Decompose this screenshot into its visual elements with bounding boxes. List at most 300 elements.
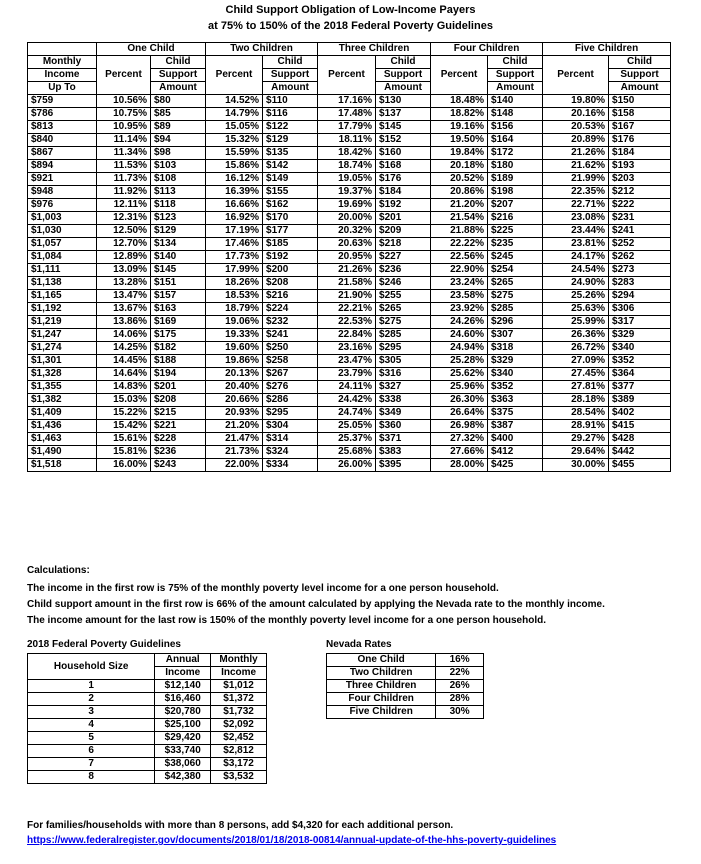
rate-value-cell: 22% bbox=[436, 667, 484, 680]
percent-cell: 23.08% bbox=[543, 212, 609, 225]
percent-cell: 10.95% bbox=[97, 121, 151, 134]
percent-cell: 27.81% bbox=[543, 381, 609, 394]
percent-cell: 12.50% bbox=[97, 225, 151, 238]
amount-header: Amount bbox=[151, 82, 206, 95]
income-cell: $759 bbox=[28, 95, 97, 108]
percent-cell: 19.84% bbox=[431, 147, 488, 160]
table-row bbox=[28, 745, 267, 758]
rate-value-cell: 16% bbox=[436, 654, 484, 667]
amount-cell: $218 bbox=[376, 238, 431, 251]
amount-cell: $185 bbox=[263, 238, 318, 251]
poverty-guidelines-table bbox=[27, 653, 267, 784]
amount-cell: $267 bbox=[263, 368, 318, 381]
table-row bbox=[28, 95, 671, 108]
annual-income-cell: $29,420 bbox=[155, 732, 211, 745]
poverty-heading: 2018 Federal Poverty Guidelines bbox=[27, 639, 181, 650]
amount-header: Child bbox=[488, 56, 543, 69]
percent-cell: 11.14% bbox=[97, 134, 151, 147]
percent-cell: 16.12% bbox=[206, 173, 263, 186]
percent-cell: 20.52% bbox=[431, 173, 488, 186]
household-size-cell: 7 bbox=[28, 758, 155, 771]
rate-value-cell: 30% bbox=[436, 706, 484, 719]
calculation-line-3: The income amount for the last row is 150% of the monthly poverty level income for a one person household. bbox=[27, 615, 546, 626]
amount-cell: $227 bbox=[376, 251, 431, 264]
monthly-income-cell: $2,812 bbox=[211, 745, 267, 758]
amount-cell: $243 bbox=[151, 459, 206, 472]
percent-cell: 24.94% bbox=[431, 342, 488, 355]
nevada-rates-table bbox=[326, 653, 484, 719]
annual-income-cell: $33,740 bbox=[155, 745, 211, 758]
amount-cell: $294 bbox=[609, 290, 671, 303]
table-row bbox=[28, 381, 671, 394]
table-row bbox=[28, 355, 671, 368]
income-cell: $1,003 bbox=[28, 212, 97, 225]
amount-cell: $140 bbox=[488, 95, 543, 108]
percent-cell: 10.56% bbox=[97, 95, 151, 108]
percent-cell: 10.75% bbox=[97, 108, 151, 121]
amount-cell: $157 bbox=[151, 290, 206, 303]
amount-cell: $275 bbox=[488, 290, 543, 303]
amount-cell: $198 bbox=[488, 186, 543, 199]
amount-cell: $252 bbox=[609, 238, 671, 251]
amount-cell: $156 bbox=[488, 121, 543, 134]
table-row bbox=[28, 147, 671, 160]
annual-income-cell: $12,140 bbox=[155, 680, 211, 693]
percent-cell: 25.96% bbox=[431, 381, 488, 394]
annual-income-cell: $42,380 bbox=[155, 771, 211, 784]
amount-cell: $208 bbox=[151, 394, 206, 407]
amount-cell: $314 bbox=[263, 433, 318, 446]
percent-cell: 25.28% bbox=[431, 355, 488, 368]
percent-cell: 11.53% bbox=[97, 160, 151, 173]
table-row bbox=[28, 199, 671, 212]
percent-cell: 24.60% bbox=[431, 329, 488, 342]
amount-cell: $201 bbox=[151, 381, 206, 394]
table-row bbox=[28, 407, 671, 420]
amount-cell: $395 bbox=[376, 459, 431, 472]
amount-cell: $129 bbox=[151, 225, 206, 238]
amount-cell: $118 bbox=[151, 199, 206, 212]
percent-cell: 26.72% bbox=[543, 342, 609, 355]
percent-cell: 12.11% bbox=[97, 199, 151, 212]
amount-cell: $208 bbox=[263, 277, 318, 290]
percent-cell: 19.33% bbox=[206, 329, 263, 342]
calculation-line-2: Child support amount in the first row is 66% of the amount calculated by applying the Nevada rate to the monthly income. bbox=[27, 599, 605, 610]
amount-cell: $340 bbox=[609, 342, 671, 355]
percent-cell: 11.92% bbox=[97, 186, 151, 199]
income-cell: $840 bbox=[28, 134, 97, 147]
amount-cell: $305 bbox=[376, 355, 431, 368]
amount-header: Child bbox=[376, 56, 431, 69]
income-cell: $1,490 bbox=[28, 446, 97, 459]
amount-cell: $140 bbox=[151, 251, 206, 264]
amount-cell: $258 bbox=[263, 355, 318, 368]
percent-cell: 28.00% bbox=[431, 459, 488, 472]
percent-cell: 19.16% bbox=[431, 121, 488, 134]
rate-label-cell: Two Children bbox=[327, 667, 436, 680]
monthly-header-2: Income bbox=[211, 667, 267, 680]
table-row bbox=[28, 277, 671, 290]
amount-cell: $363 bbox=[488, 394, 543, 407]
amount-cell: $163 bbox=[151, 303, 206, 316]
amount-cell: $364 bbox=[609, 368, 671, 381]
amount-cell: $123 bbox=[151, 212, 206, 225]
amount-cell: $412 bbox=[488, 446, 543, 459]
percent-cell: 13.47% bbox=[97, 290, 151, 303]
percent-cell: 27.09% bbox=[543, 355, 609, 368]
table-row bbox=[28, 459, 671, 472]
group-header: Five Children bbox=[543, 43, 671, 56]
annual-income-cell: $38,060 bbox=[155, 758, 211, 771]
amount-cell: $375 bbox=[488, 407, 543, 420]
percent-cell: 17.48% bbox=[318, 108, 376, 121]
percent-cell: 13.86% bbox=[97, 316, 151, 329]
percent-cell: 27.45% bbox=[543, 368, 609, 381]
monthly-header-1: Monthly bbox=[211, 654, 267, 667]
percent-cell: 15.03% bbox=[97, 394, 151, 407]
amount-cell: $158 bbox=[609, 108, 671, 121]
household-size-cell: 3 bbox=[28, 706, 155, 719]
source-link[interactable]: https://www.federalregister.gov/documents/2018/01/18/2018-00814/annual-update-of-the-hhs-poverty-guidelines bbox=[27, 835, 557, 846]
amount-cell: $265 bbox=[488, 277, 543, 290]
amount-header: Amount bbox=[376, 82, 431, 95]
household-size-cell: 6 bbox=[28, 745, 155, 758]
amount-cell: $389 bbox=[609, 394, 671, 407]
household-size-cell: 2 bbox=[28, 693, 155, 706]
percent-cell: 18.74% bbox=[318, 160, 376, 173]
amount-cell: $245 bbox=[488, 251, 543, 264]
amount-cell: $215 bbox=[151, 407, 206, 420]
percent-cell: 16.92% bbox=[206, 212, 263, 225]
table-row bbox=[327, 667, 484, 680]
percent-cell: 25.99% bbox=[543, 316, 609, 329]
table-row bbox=[28, 290, 671, 303]
amount-cell: $262 bbox=[609, 251, 671, 264]
household-size-header: Household Size bbox=[28, 654, 155, 680]
table-row bbox=[327, 680, 484, 693]
amount-cell: $225 bbox=[488, 225, 543, 238]
amount-cell: $285 bbox=[376, 329, 431, 342]
income-cell: $1,436 bbox=[28, 420, 97, 433]
amount-header: Amount bbox=[609, 82, 671, 95]
amount-cell: $193 bbox=[609, 160, 671, 173]
income-cell: $1,057 bbox=[28, 238, 97, 251]
household-size-cell: 4 bbox=[28, 719, 155, 732]
amount-cell: $425 bbox=[488, 459, 543, 472]
annual-income-cell: $25,100 bbox=[155, 719, 211, 732]
percent-cell: 29.64% bbox=[543, 446, 609, 459]
percent-cell: 14.64% bbox=[97, 368, 151, 381]
percent-cell: 17.79% bbox=[318, 121, 376, 134]
amount-cell: $232 bbox=[263, 316, 318, 329]
amount-cell: $192 bbox=[263, 251, 318, 264]
income-cell: $1,328 bbox=[28, 368, 97, 381]
percent-cell: 18.26% bbox=[206, 277, 263, 290]
amount-header: Child bbox=[263, 56, 318, 69]
amount-cell: $402 bbox=[609, 407, 671, 420]
percent-cell: 20.13% bbox=[206, 368, 263, 381]
table-row bbox=[28, 238, 671, 251]
table-row bbox=[28, 680, 267, 693]
monthly-income-cell: $2,092 bbox=[211, 719, 267, 732]
table-row bbox=[28, 173, 671, 186]
amount-cell: $200 bbox=[263, 264, 318, 277]
percent-cell: 24.74% bbox=[318, 407, 376, 420]
amount-cell: $108 bbox=[151, 173, 206, 186]
income-cell: $1,463 bbox=[28, 433, 97, 446]
percent-cell: 18.42% bbox=[318, 147, 376, 160]
amount-cell: $383 bbox=[376, 446, 431, 459]
percent-cell: 25.37% bbox=[318, 433, 376, 446]
percent-cell: 14.52% bbox=[206, 95, 263, 108]
percent-cell: 20.53% bbox=[543, 121, 609, 134]
amount-cell: $275 bbox=[376, 316, 431, 329]
amount-cell: $400 bbox=[488, 433, 543, 446]
amount-cell: $176 bbox=[376, 173, 431, 186]
monthly-income-cell: $3,532 bbox=[211, 771, 267, 784]
amount-cell: $184 bbox=[609, 147, 671, 160]
percent-cell: 22.56% bbox=[431, 251, 488, 264]
table-row bbox=[28, 329, 671, 342]
percent-cell: 18.79% bbox=[206, 303, 263, 316]
percent-cell: 21.20% bbox=[431, 199, 488, 212]
table-row bbox=[327, 706, 484, 719]
percent-cell: 22.35% bbox=[543, 186, 609, 199]
amount-cell: $241 bbox=[609, 225, 671, 238]
percent-cell: 23.24% bbox=[431, 277, 488, 290]
table-row bbox=[28, 771, 267, 784]
amount-cell: $334 bbox=[263, 459, 318, 472]
amount-cell: $116 bbox=[263, 108, 318, 121]
percent-cell: 19.60% bbox=[206, 342, 263, 355]
amount-cell: $207 bbox=[488, 199, 543, 212]
percent-cell: 21.58% bbox=[318, 277, 376, 290]
monthly-income-cell: $1,372 bbox=[211, 693, 267, 706]
income-cell: $921 bbox=[28, 173, 97, 186]
income-cell: $1,192 bbox=[28, 303, 97, 316]
percent-cell: 20.89% bbox=[543, 134, 609, 147]
household-size-cell: 5 bbox=[28, 732, 155, 745]
percent-cell: 22.90% bbox=[431, 264, 488, 277]
amount-cell: $89 bbox=[151, 121, 206, 134]
amount-cell: $212 bbox=[609, 186, 671, 199]
amount-cell: $352 bbox=[488, 381, 543, 394]
income-cell: $1,219 bbox=[28, 316, 97, 329]
amount-cell: $134 bbox=[151, 238, 206, 251]
amount-header: Support bbox=[609, 69, 671, 82]
income-cell: $894 bbox=[28, 160, 97, 173]
corner-cell bbox=[28, 43, 97, 56]
table-row bbox=[28, 186, 671, 199]
amount-cell: $172 bbox=[488, 147, 543, 160]
percent-cell: 22.71% bbox=[543, 199, 609, 212]
percent-cell: 17.16% bbox=[318, 95, 376, 108]
percent-cell: 14.83% bbox=[97, 381, 151, 394]
amount-cell: $182 bbox=[151, 342, 206, 355]
amount-cell: $98 bbox=[151, 147, 206, 160]
table-row bbox=[28, 706, 267, 719]
amount-cell: $94 bbox=[151, 134, 206, 147]
percent-cell: 16.00% bbox=[97, 459, 151, 472]
amount-header: Support bbox=[151, 69, 206, 82]
amount-cell: $329 bbox=[488, 355, 543, 368]
amount-cell: $296 bbox=[488, 316, 543, 329]
percent-cell: 22.84% bbox=[318, 329, 376, 342]
amount-cell: $329 bbox=[609, 329, 671, 342]
percent-cell: 15.61% bbox=[97, 433, 151, 446]
income-cell: $1,030 bbox=[28, 225, 97, 238]
percent-cell: 21.26% bbox=[543, 147, 609, 160]
amount-cell: $189 bbox=[488, 173, 543, 186]
amount-cell: $428 bbox=[609, 433, 671, 446]
amount-cell: $442 bbox=[609, 446, 671, 459]
percent-cell: 15.42% bbox=[97, 420, 151, 433]
amount-cell: $85 bbox=[151, 108, 206, 121]
table-row bbox=[28, 316, 671, 329]
table-row bbox=[28, 394, 671, 407]
annual-header-2: Income bbox=[155, 667, 211, 680]
amount-cell: $149 bbox=[263, 173, 318, 186]
amount-cell: $177 bbox=[263, 225, 318, 238]
amount-cell: $216 bbox=[488, 212, 543, 225]
percent-cell: 25.62% bbox=[431, 368, 488, 381]
amount-header: Support bbox=[263, 69, 318, 82]
table-row bbox=[28, 121, 671, 134]
income-cell: $1,165 bbox=[28, 290, 97, 303]
table-row bbox=[28, 108, 671, 121]
amount-cell: $316 bbox=[376, 368, 431, 381]
percent-cell: 20.16% bbox=[543, 108, 609, 121]
percent-cell: 20.32% bbox=[318, 225, 376, 238]
percent-cell: 18.48% bbox=[431, 95, 488, 108]
amount-cell: $142 bbox=[263, 160, 318, 173]
rate-label-cell: One Child bbox=[327, 654, 436, 667]
percent-cell: 13.67% bbox=[97, 303, 151, 316]
percent-cell: 19.37% bbox=[318, 186, 376, 199]
amount-cell: $254 bbox=[488, 264, 543, 277]
percent-cell: 23.79% bbox=[318, 368, 376, 381]
income-cell: $1,111 bbox=[28, 264, 97, 277]
table-row bbox=[28, 433, 671, 446]
percent-cell: 14.06% bbox=[97, 329, 151, 342]
group-header: One Child bbox=[97, 43, 206, 56]
amount-cell: $209 bbox=[376, 225, 431, 238]
amount-cell: $203 bbox=[609, 173, 671, 186]
amount-header: Amount bbox=[488, 82, 543, 95]
amount-cell: $169 bbox=[151, 316, 206, 329]
income-cell: $1,355 bbox=[28, 381, 97, 394]
amount-cell: $162 bbox=[263, 199, 318, 212]
percent-cell: 21.62% bbox=[543, 160, 609, 173]
amount-cell: $110 bbox=[263, 95, 318, 108]
percent-cell: 23.58% bbox=[431, 290, 488, 303]
income-cell: $1,138 bbox=[28, 277, 97, 290]
percent-cell: 17.46% bbox=[206, 238, 263, 251]
percent-cell: 16.39% bbox=[206, 186, 263, 199]
nevada-heading: Nevada Rates bbox=[326, 639, 392, 650]
income-cell: $1,409 bbox=[28, 407, 97, 420]
percent-cell: 13.09% bbox=[97, 264, 151, 277]
amount-header: Child bbox=[609, 56, 671, 69]
percent-cell: 21.88% bbox=[431, 225, 488, 238]
group-header: Three Children bbox=[318, 43, 431, 56]
rate-label-cell: Four Children bbox=[327, 693, 436, 706]
percent-cell: 17.19% bbox=[206, 225, 263, 238]
calculations-heading: Calculations: bbox=[27, 565, 90, 576]
income-header: Income bbox=[28, 69, 97, 82]
percent-cell: 15.22% bbox=[97, 407, 151, 420]
percent-header: Percent bbox=[318, 56, 376, 95]
table-row bbox=[28, 693, 267, 706]
income-header: Monthly bbox=[28, 56, 97, 69]
amount-cell: $164 bbox=[488, 134, 543, 147]
percent-cell: 21.54% bbox=[431, 212, 488, 225]
percent-cell: 25.26% bbox=[543, 290, 609, 303]
income-header: Up To bbox=[28, 82, 97, 95]
footer-note: For families/households with more than 8 persons, add $4,320 for each additional person. bbox=[27, 820, 454, 831]
annual-income-cell: $16,460 bbox=[155, 693, 211, 706]
amount-cell: $265 bbox=[376, 303, 431, 316]
group-header: Four Children bbox=[431, 43, 543, 56]
percent-cell: 26.64% bbox=[431, 407, 488, 420]
table-row bbox=[28, 134, 671, 147]
percent-cell: 24.26% bbox=[431, 316, 488, 329]
amount-cell: $317 bbox=[609, 316, 671, 329]
percent-cell: 21.47% bbox=[206, 433, 263, 446]
amount-cell: $103 bbox=[151, 160, 206, 173]
amount-cell: $129 bbox=[263, 134, 318, 147]
percent-cell: 28.18% bbox=[543, 394, 609, 407]
percent-cell: 12.89% bbox=[97, 251, 151, 264]
amount-cell: $184 bbox=[376, 186, 431, 199]
rate-label-cell: Five Children bbox=[327, 706, 436, 719]
income-cell: $1,247 bbox=[28, 329, 97, 342]
monthly-income-cell: $1,732 bbox=[211, 706, 267, 719]
amount-cell: $155 bbox=[263, 186, 318, 199]
table-row bbox=[28, 342, 671, 355]
amount-cell: $175 bbox=[151, 329, 206, 342]
percent-cell: 26.36% bbox=[543, 329, 609, 342]
percent-cell: 12.31% bbox=[97, 212, 151, 225]
income-cell: $948 bbox=[28, 186, 97, 199]
percent-cell: 19.69% bbox=[318, 199, 376, 212]
amount-cell: $201 bbox=[376, 212, 431, 225]
percent-cell: 22.22% bbox=[431, 238, 488, 251]
percent-cell: 20.40% bbox=[206, 381, 263, 394]
amount-cell: $273 bbox=[609, 264, 671, 277]
amount-cell: $360 bbox=[376, 420, 431, 433]
amount-cell: $235 bbox=[488, 238, 543, 251]
table-row bbox=[28, 368, 671, 381]
amount-header: Amount bbox=[263, 82, 318, 95]
percent-cell: 20.86% bbox=[431, 186, 488, 199]
amount-header: Support bbox=[488, 69, 543, 82]
monthly-income-cell: $1,012 bbox=[211, 680, 267, 693]
percent-cell: 24.17% bbox=[543, 251, 609, 264]
percent-cell: 18.53% bbox=[206, 290, 263, 303]
table-row bbox=[28, 160, 671, 173]
amount-cell: $236 bbox=[376, 264, 431, 277]
amount-cell: $192 bbox=[376, 199, 431, 212]
household-size-cell: 8 bbox=[28, 771, 155, 784]
percent-cell: 19.50% bbox=[431, 134, 488, 147]
table-row bbox=[28, 251, 671, 264]
percent-cell: 21.99% bbox=[543, 173, 609, 186]
percent-cell: 21.73% bbox=[206, 446, 263, 459]
amount-cell: $295 bbox=[263, 407, 318, 420]
income-cell: $1,382 bbox=[28, 394, 97, 407]
amount-cell: $148 bbox=[488, 108, 543, 121]
